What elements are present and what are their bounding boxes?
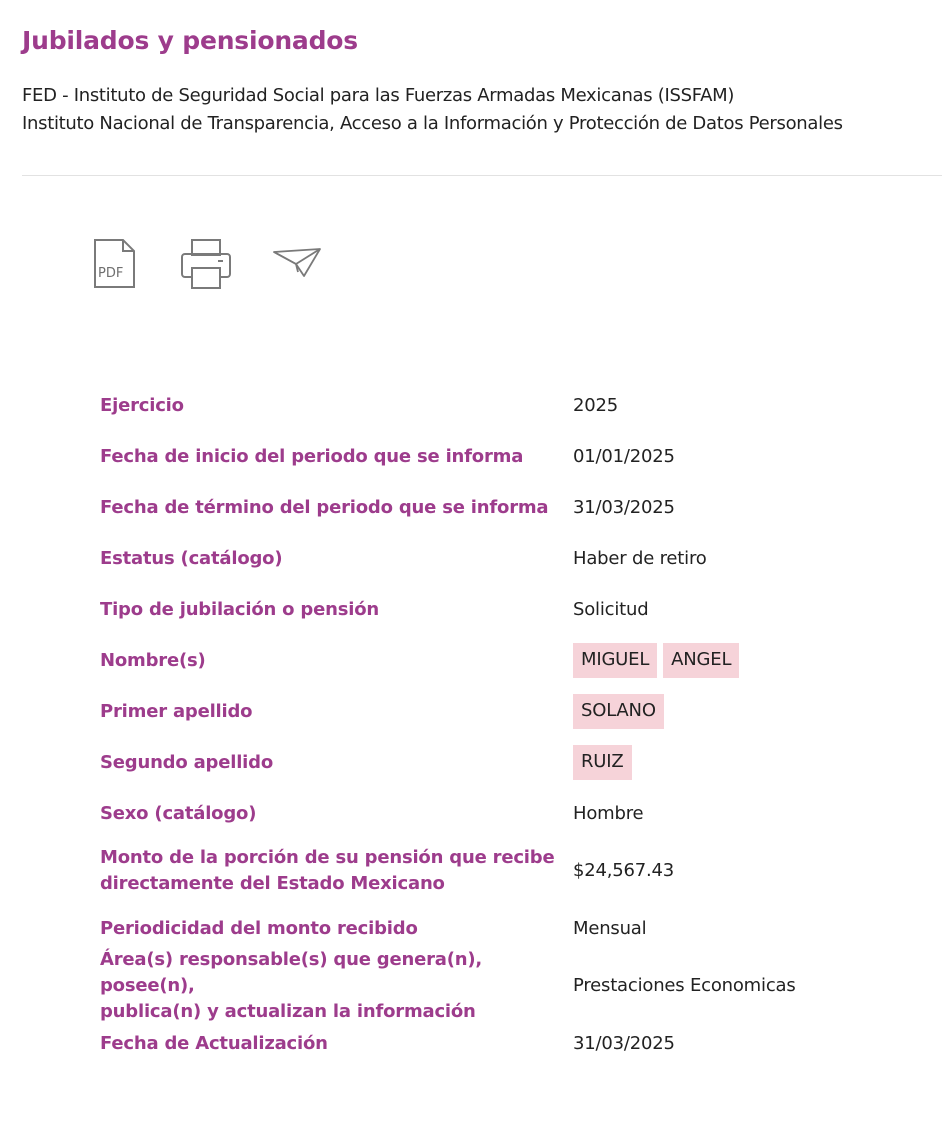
name-chip: ANGEL xyxy=(663,643,739,678)
value-area: Prestaciones Economicas xyxy=(573,975,796,996)
label-area-line: publica(n) y actualizan la información xyxy=(100,1001,476,1022)
label-segundo-apellido: Segundo apellido xyxy=(100,751,274,773)
row-nombre xyxy=(100,635,920,686)
label-estatus: Estatus (catálogo) xyxy=(100,547,283,569)
details-table xyxy=(100,380,920,1069)
label-fecha-actualizacion: Fecha de Actualización xyxy=(100,1032,328,1054)
label-fecha-termino: Fecha de término del periodo que se informa xyxy=(100,496,549,518)
value-sexo: Hombre xyxy=(573,802,644,824)
pdf-button[interactable] xyxy=(93,239,135,289)
header-divider xyxy=(22,175,942,176)
label-tipo: Tipo de jubilación o pensión xyxy=(100,598,379,620)
label-monto-line: Monto de la porción de su pensión que recibe xyxy=(100,847,555,868)
send-icon xyxy=(272,246,322,278)
surname-chip: RUIZ xyxy=(573,745,632,780)
label-ejercicio: Ejercicio xyxy=(100,394,184,416)
label-periodicidad: Periodicidad del monto recibido xyxy=(100,917,418,939)
row-primer-apellido xyxy=(100,686,920,737)
row-monto xyxy=(100,839,920,903)
value-periodicidad: Mensual xyxy=(573,917,647,939)
value-fecha-inicio: 01/01/2025 xyxy=(573,445,675,467)
row-sexo xyxy=(100,788,920,839)
row-estatus xyxy=(100,533,920,584)
value-fecha-actualizacion: 31/03/2025 xyxy=(573,1032,675,1054)
value-estatus: Haber de retiro xyxy=(573,547,707,569)
value-ejercicio: 2025 xyxy=(573,394,619,416)
value-fecha-termino: 31/03/2025 xyxy=(573,496,675,518)
page-title: Jubilados y pensionados xyxy=(22,26,358,55)
row-tipo xyxy=(100,584,920,635)
row-fecha-actualizacion xyxy=(100,1018,920,1069)
label-fecha-inicio: Fecha de inicio del periodo que se informa xyxy=(100,445,524,467)
value-tipo: Solicitud xyxy=(573,598,649,620)
print-button[interactable] xyxy=(181,239,231,289)
value-primer-apellido xyxy=(573,694,920,729)
print-icon xyxy=(181,239,231,289)
label-nombre: Nombre(s) xyxy=(100,649,206,671)
label-sexo: Sexo (catálogo) xyxy=(100,802,257,824)
row-ejercicio xyxy=(100,380,920,431)
name-chip: MIGUEL xyxy=(573,643,657,678)
pdf-icon xyxy=(93,239,135,289)
row-fecha-inicio xyxy=(100,431,920,482)
label-monto-line: directamente del Estado Mexicano xyxy=(100,873,445,894)
value-monto: $24,567.43 xyxy=(573,860,675,881)
page-subtitle xyxy=(22,82,843,138)
row-area xyxy=(100,949,920,1022)
row-segundo-apellido xyxy=(100,737,920,788)
label-monto xyxy=(100,845,573,897)
send-button[interactable] xyxy=(272,246,322,278)
surname-chip: SOLANO xyxy=(573,694,664,729)
label-area xyxy=(100,947,573,1025)
value-nombre xyxy=(573,643,920,678)
value-segundo-apellido xyxy=(573,745,920,780)
label-primer-apellido: Primer apellido xyxy=(100,700,253,722)
subtitle-institute: Instituto Nacional de Transparencia, Acceso a la Información y Protección de Datos Personales xyxy=(22,113,843,134)
row-fecha-termino xyxy=(100,482,920,533)
svg-text:PDF: PDF xyxy=(98,266,124,281)
subtitle-agency: FED - Instituto de Seguridad Social para las Fuerzas Armadas Mexicanas (ISSFAM) xyxy=(22,85,735,106)
label-area-line: Área(s) responsable(s) que genera(n), posee(n), xyxy=(100,949,483,996)
